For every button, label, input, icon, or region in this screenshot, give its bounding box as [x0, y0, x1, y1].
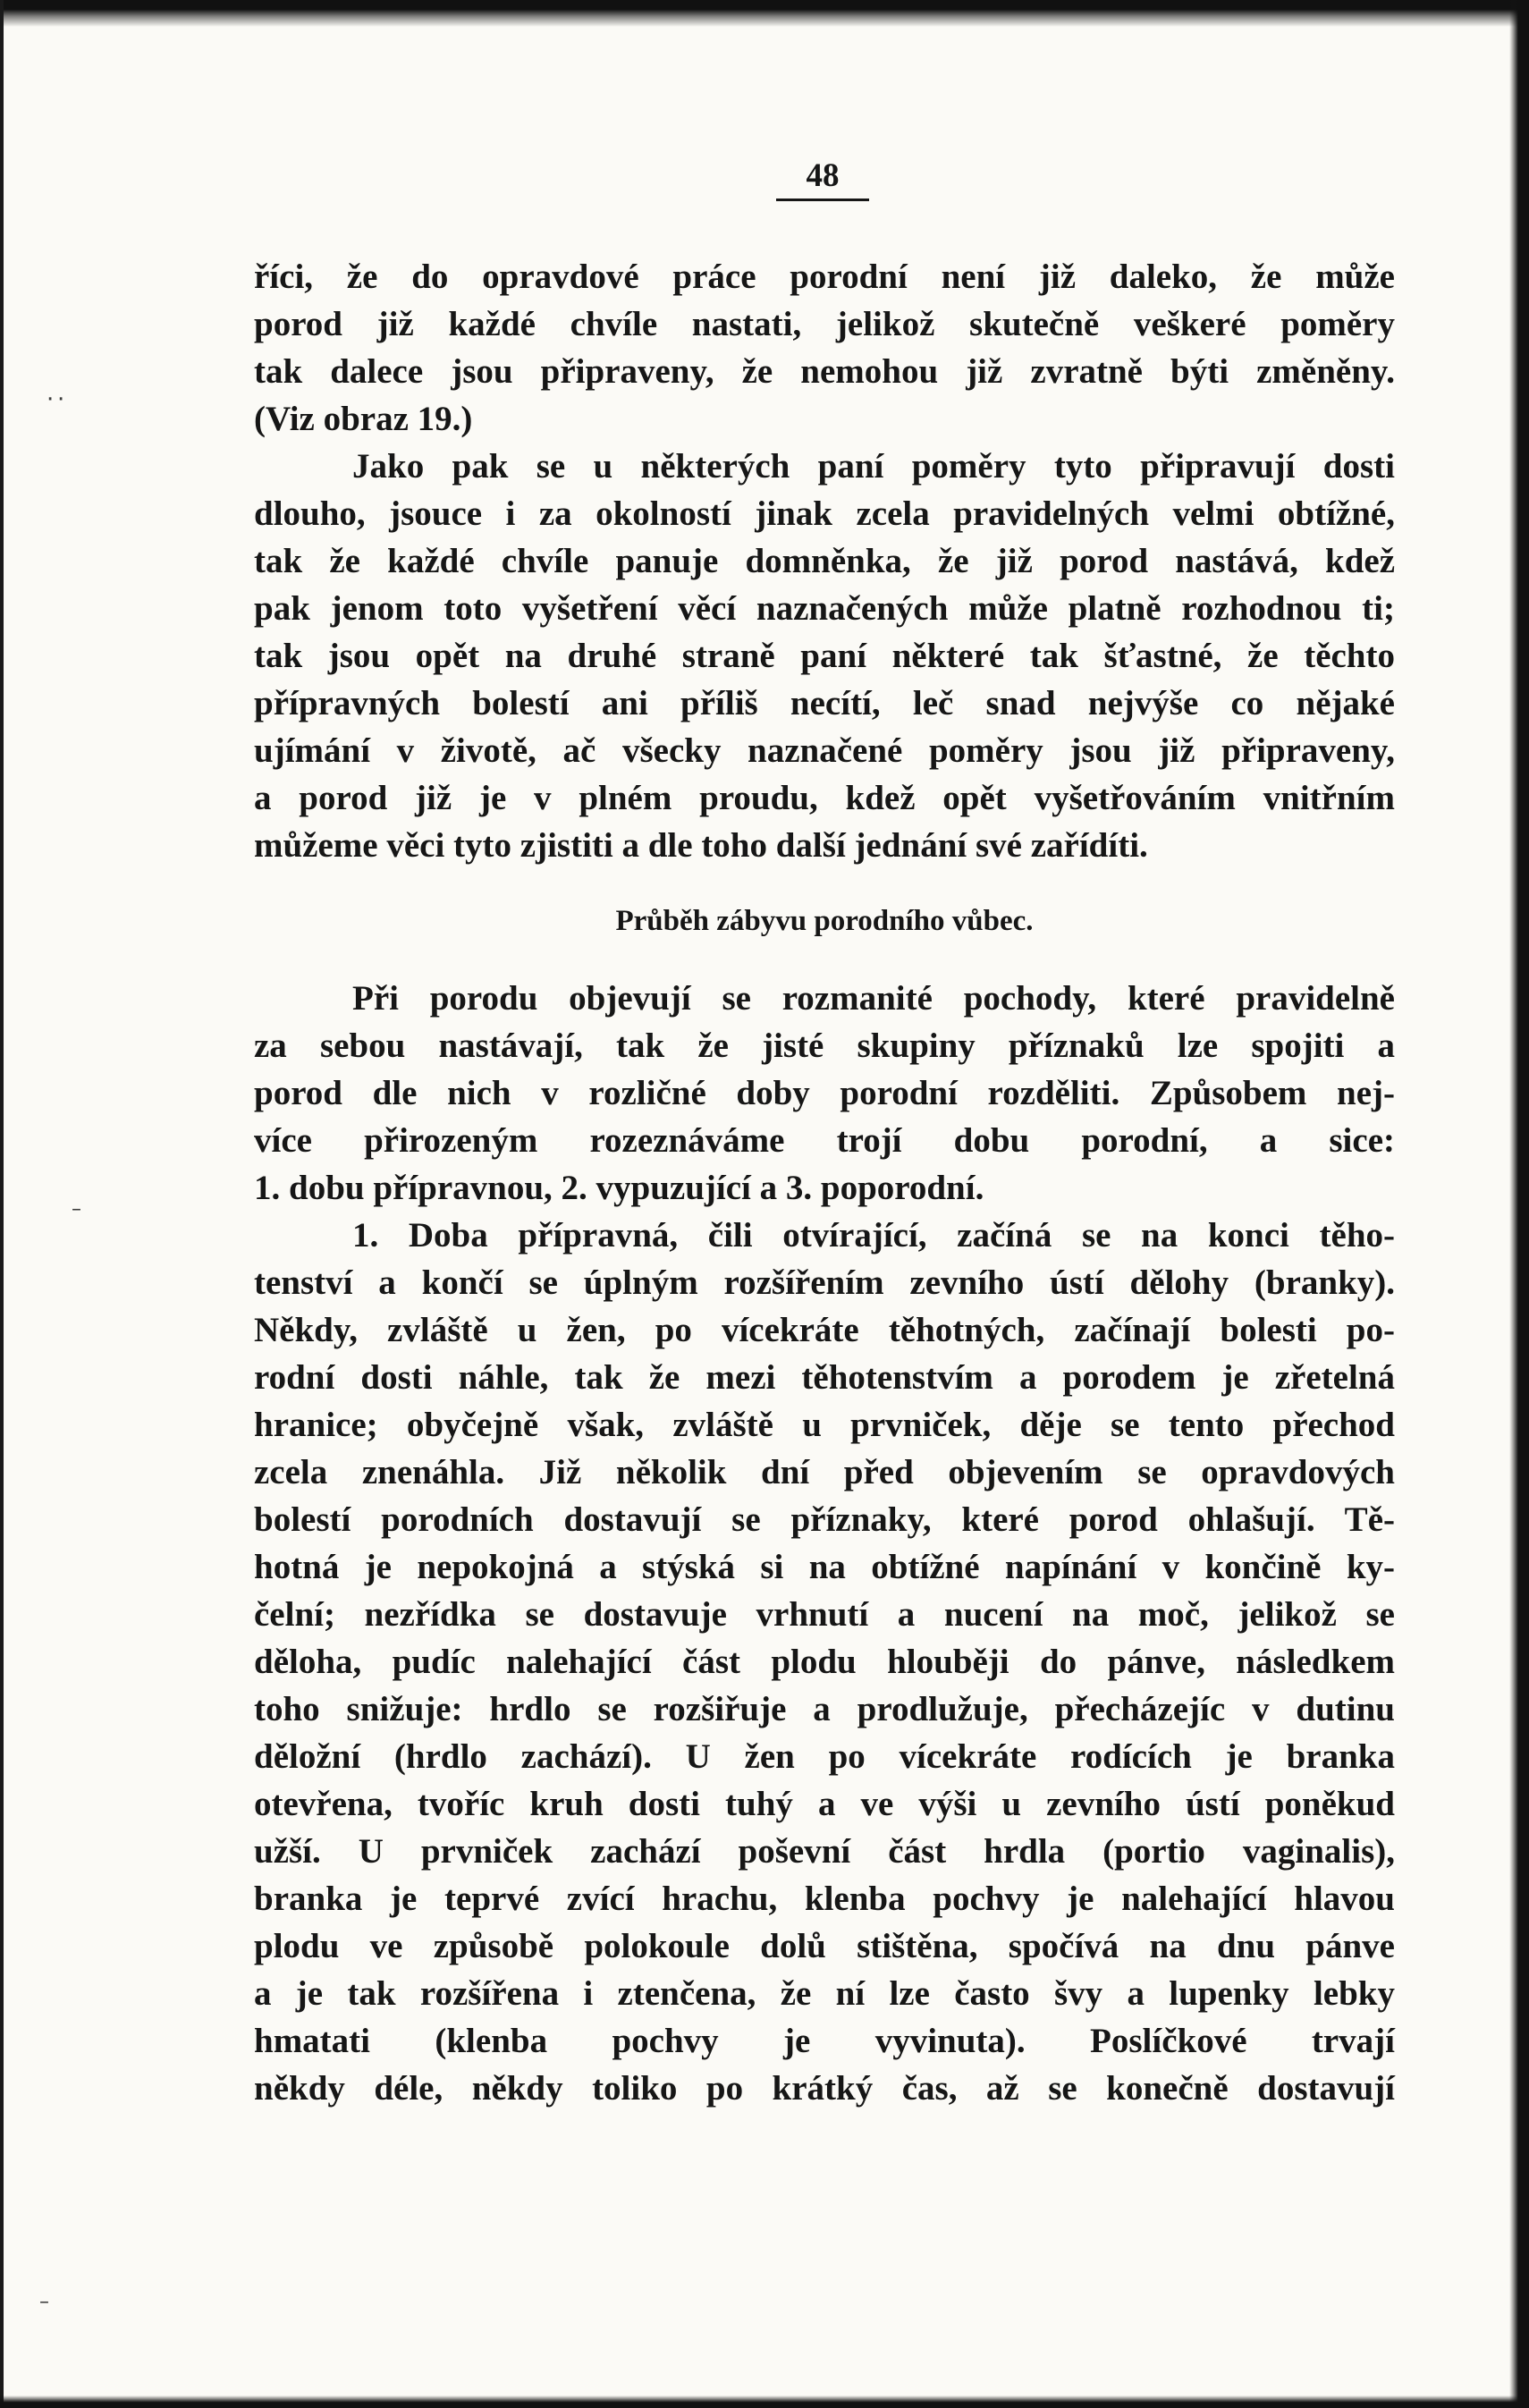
text-line: toho snižuje: hrdlo se rozšiřuje a prodlužuje, přecházejíc v dutinu	[254, 1690, 1395, 1728]
text-line: a porod již je v plném proudu, kdež opět vyšetřováním vnitřním	[254, 779, 1395, 817]
text-line: více přirozeným rozeznáváme trojí dobu porodní, a sice:	[254, 1121, 1395, 1160]
margin-speck: ·	[46, 386, 55, 413]
text-line: hotná je nepokojná a stýská si na obtížné napínání v končině ky-	[254, 1548, 1395, 1586]
scan-edge-top	[0, 0, 1529, 27]
text-line: (Viz obraz 19.)	[254, 400, 473, 438]
text-line: říci, že do opravdové práce porodní není již daleko, že může	[254, 258, 1395, 296]
text-line: tak jsou opět na druhé straně paní některé tak šťastné, že těchto	[254, 637, 1395, 675]
text-line: tak dalece jsou připraveny, že nemohou již zvratně býti změněny.	[254, 352, 1395, 391]
text-line: a je tak rozšířena i ztenčena, že ní lze často švy a lupenky lebky	[254, 1974, 1395, 2013]
text-line: porod dle nich v rozličné doby porodní rozděliti. Způsobem nej-	[254, 1074, 1395, 1112]
text-line: hmatati (klenba pochvy je vyvinuta). Poslíčkové trvají	[254, 2022, 1395, 2060]
text-line: hranice; obyčejně však, zvláště u prvniček, děje se tento přechod	[254, 1406, 1395, 1444]
scan-edge-right	[1509, 0, 1529, 2408]
text-line: užší. U prvniček zachází poševní část hrdla (portio vaginalis),	[254, 1832, 1395, 1871]
text-line: tenství a končí se úplným rozšířením zevního ústí dělohy (branky).	[254, 1263, 1395, 1302]
margin-dash: –	[72, 1198, 81, 1221]
scan-edge-left	[0, 0, 4, 2408]
text-line: 1. dobu přípravnou, 2. vypuzující a 3. poporodní.	[254, 1169, 984, 1207]
scan-edge-bottom	[0, 2395, 1529, 2408]
page-number: 48	[776, 157, 869, 201]
margin-dash: –	[39, 2291, 49, 2313]
text-line: 1. Doba přípravná, čili otvírající, začíná se na konci těho-	[352, 1216, 1395, 1255]
text-line: Někdy, zvláště u žen, po vícekráte těhotných, začínají bolesti po-	[254, 1311, 1395, 1349]
text-line: zcela znenáhla. Již několik dní před objevením se opravdových	[254, 1453, 1395, 1491]
text-line: přípravných bolestí ani příliš necítí, leč snad nejvýše co nějaké	[254, 684, 1395, 722]
text-line: děložní (hrdlo zachází). U žen po vícekráte rodících je branka	[254, 1737, 1395, 1776]
text-line: můžeme věci tyto zjistiti a dle toho další jednání své zařídíti.	[254, 826, 1148, 865]
text-line: bolestí porodních dostavují se příznaky, které porod ohlašují. Tě-	[254, 1500, 1395, 1539]
text-line: pak jenom toto vyšetření věcí naznačených může platně rozhodnou ti;	[254, 589, 1395, 628]
text-line: dlouho, jsouce i za okolností jinak zcela pravidelných velmi obtížné,	[254, 494, 1395, 533]
text-line: ujímání v životě, ač všecky naznačené poměry jsou již připraveny,	[254, 731, 1395, 770]
text-line: někdy déle, někdy toliko po krátký čas, až se konečně dostavují	[254, 2069, 1395, 2108]
text-line: branka je teprvé zvící hrachu, klenba pochvy je nalehající hlavou	[254, 1880, 1395, 1918]
text-line: za sebou nastávají, tak že jisté skupiny příznaků lze spojiti a	[254, 1027, 1395, 1065]
margin-speck: ·	[57, 386, 65, 413]
section-heading: Průběh zábyvu porodního vůbec.	[615, 905, 1034, 937]
text-line: Při porodu objevují se rozmanité pochody, které pravidelně	[352, 979, 1395, 1018]
body-text	[254, 253, 1395, 2112]
text-line: čelní; nezřídka se dostavuje vrhnutí a nucení na moč, jelikož se	[254, 1595, 1395, 1634]
text-line: tak že každé chvíle panuje domněnka, že již porod nastává, kdež	[254, 542, 1395, 580]
text-line: rodní dosti náhle, tak že mezi těhotenstvím a porodem je zřetelná	[254, 1358, 1395, 1397]
text-line: děloha, pudíc nalehající část plodu hlouběji do pánve, následkem	[254, 1643, 1395, 1681]
text-line: otevřena, tvoříc kruh dosti tuhý a ve výši u zevního ústí poněkud	[254, 1785, 1395, 1823]
text-line: Jako pak se u některých paní poměry tyto připravují dosti	[352, 447, 1395, 486]
text-line: plodu ve způsobě polokoule dolů stištěna, spočívá na dnu pánve	[254, 1927, 1395, 1965]
text-line: porod již každé chvíle nastati, jelikož skutečně veškeré poměry	[254, 305, 1395, 343]
